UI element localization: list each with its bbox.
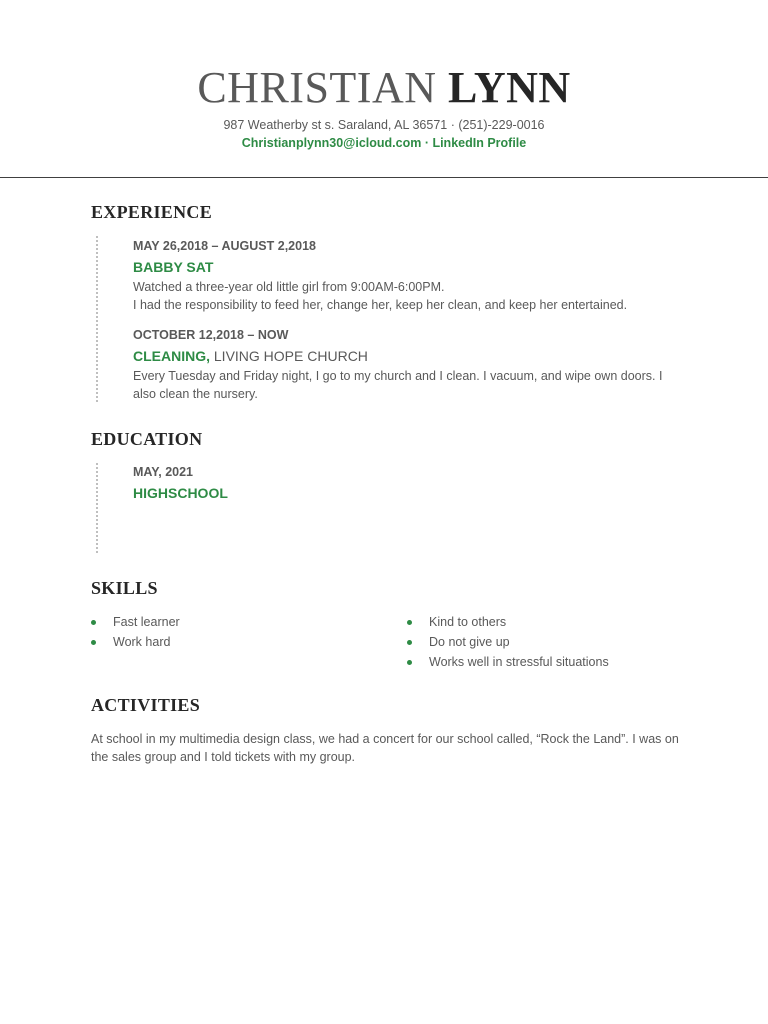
- bullet-icon: [407, 620, 412, 625]
- skills-list-left: [91, 612, 180, 652]
- activities-heading: ACTIVITIES: [91, 695, 201, 715]
- last-name: LYNN: [448, 63, 571, 112]
- experience-entry: [133, 326, 693, 403]
- contact-links: [0, 134, 768, 152]
- experience-timeline: [96, 236, 98, 402]
- candidate-name: [0, 60, 768, 116]
- role-organization: LIVING HOPE CHURCH: [210, 348, 368, 364]
- skills-list-right: [407, 612, 609, 672]
- header-divider: [0, 177, 768, 178]
- entry-date: MAY, 2021: [133, 465, 193, 479]
- experience-entry: [133, 237, 693, 314]
- skill-item: Fast learner: [91, 612, 180, 632]
- resume-header: [0, 60, 768, 152]
- skills-heading: SKILLS: [91, 578, 158, 598]
- entry-role: [133, 257, 693, 277]
- description-line: Watched a three-year old little girl from 9:00AM-6:00PM.: [133, 280, 445, 294]
- role-title: BABBY SAT: [133, 259, 214, 275]
- bullet-icon: [407, 640, 412, 645]
- bullet-icon: [91, 640, 96, 645]
- experience-heading: EXPERIENCE: [91, 202, 213, 222]
- description-line: also clean the nursery.: [133, 387, 258, 401]
- skill-item: Do not give up: [407, 632, 609, 652]
- address-phone: 987 Weatherby st s. Saraland, AL 36571 · (251)-229-0016: [223, 118, 545, 132]
- skill-item: Works well in stressful situations: [407, 652, 609, 672]
- contact-separator: ·: [421, 136, 433, 150]
- email-link[interactable]: Christianplynn30@icloud.com: [241, 136, 422, 150]
- first-name: CHRISTIAN: [197, 63, 437, 112]
- skill-item: Kind to others: [407, 612, 609, 632]
- education-heading: EDUCATION: [91, 429, 203, 449]
- bullet-icon: [91, 620, 96, 625]
- role-title: CLEANING,: [133, 348, 210, 364]
- entry-role: [133, 483, 693, 503]
- entry-description: [133, 367, 693, 403]
- education-timeline: [96, 463, 98, 553]
- activities-description: At school in my multimedia design class, we had a concert for our school called, “Rock the Land”. I was on the sales group and I told tickets with my group.: [91, 732, 679, 764]
- entry-date: MAY 26,2018 – AUGUST 2,2018: [133, 239, 316, 253]
- linkedin-link[interactable]: LinkedIn Profile: [432, 136, 527, 150]
- entry-role: [133, 346, 693, 366]
- bullet-icon: [407, 660, 412, 665]
- education-entry: [133, 463, 693, 503]
- entry-date: OCTOBER 12,2018 – NOW: [133, 328, 289, 342]
- entry-description: [133, 278, 693, 314]
- description-line: I had the responsibility to feed her, change her, keep her clean, and keep her entertained.: [133, 298, 628, 312]
- skill-item: Work hard: [91, 632, 180, 652]
- role-title: HIGHSCHOOL: [133, 485, 228, 501]
- description-line: Every Tuesday and Friday night, I go to my church and I clean. I vacuum, and wipe own doors. I: [133, 369, 663, 383]
